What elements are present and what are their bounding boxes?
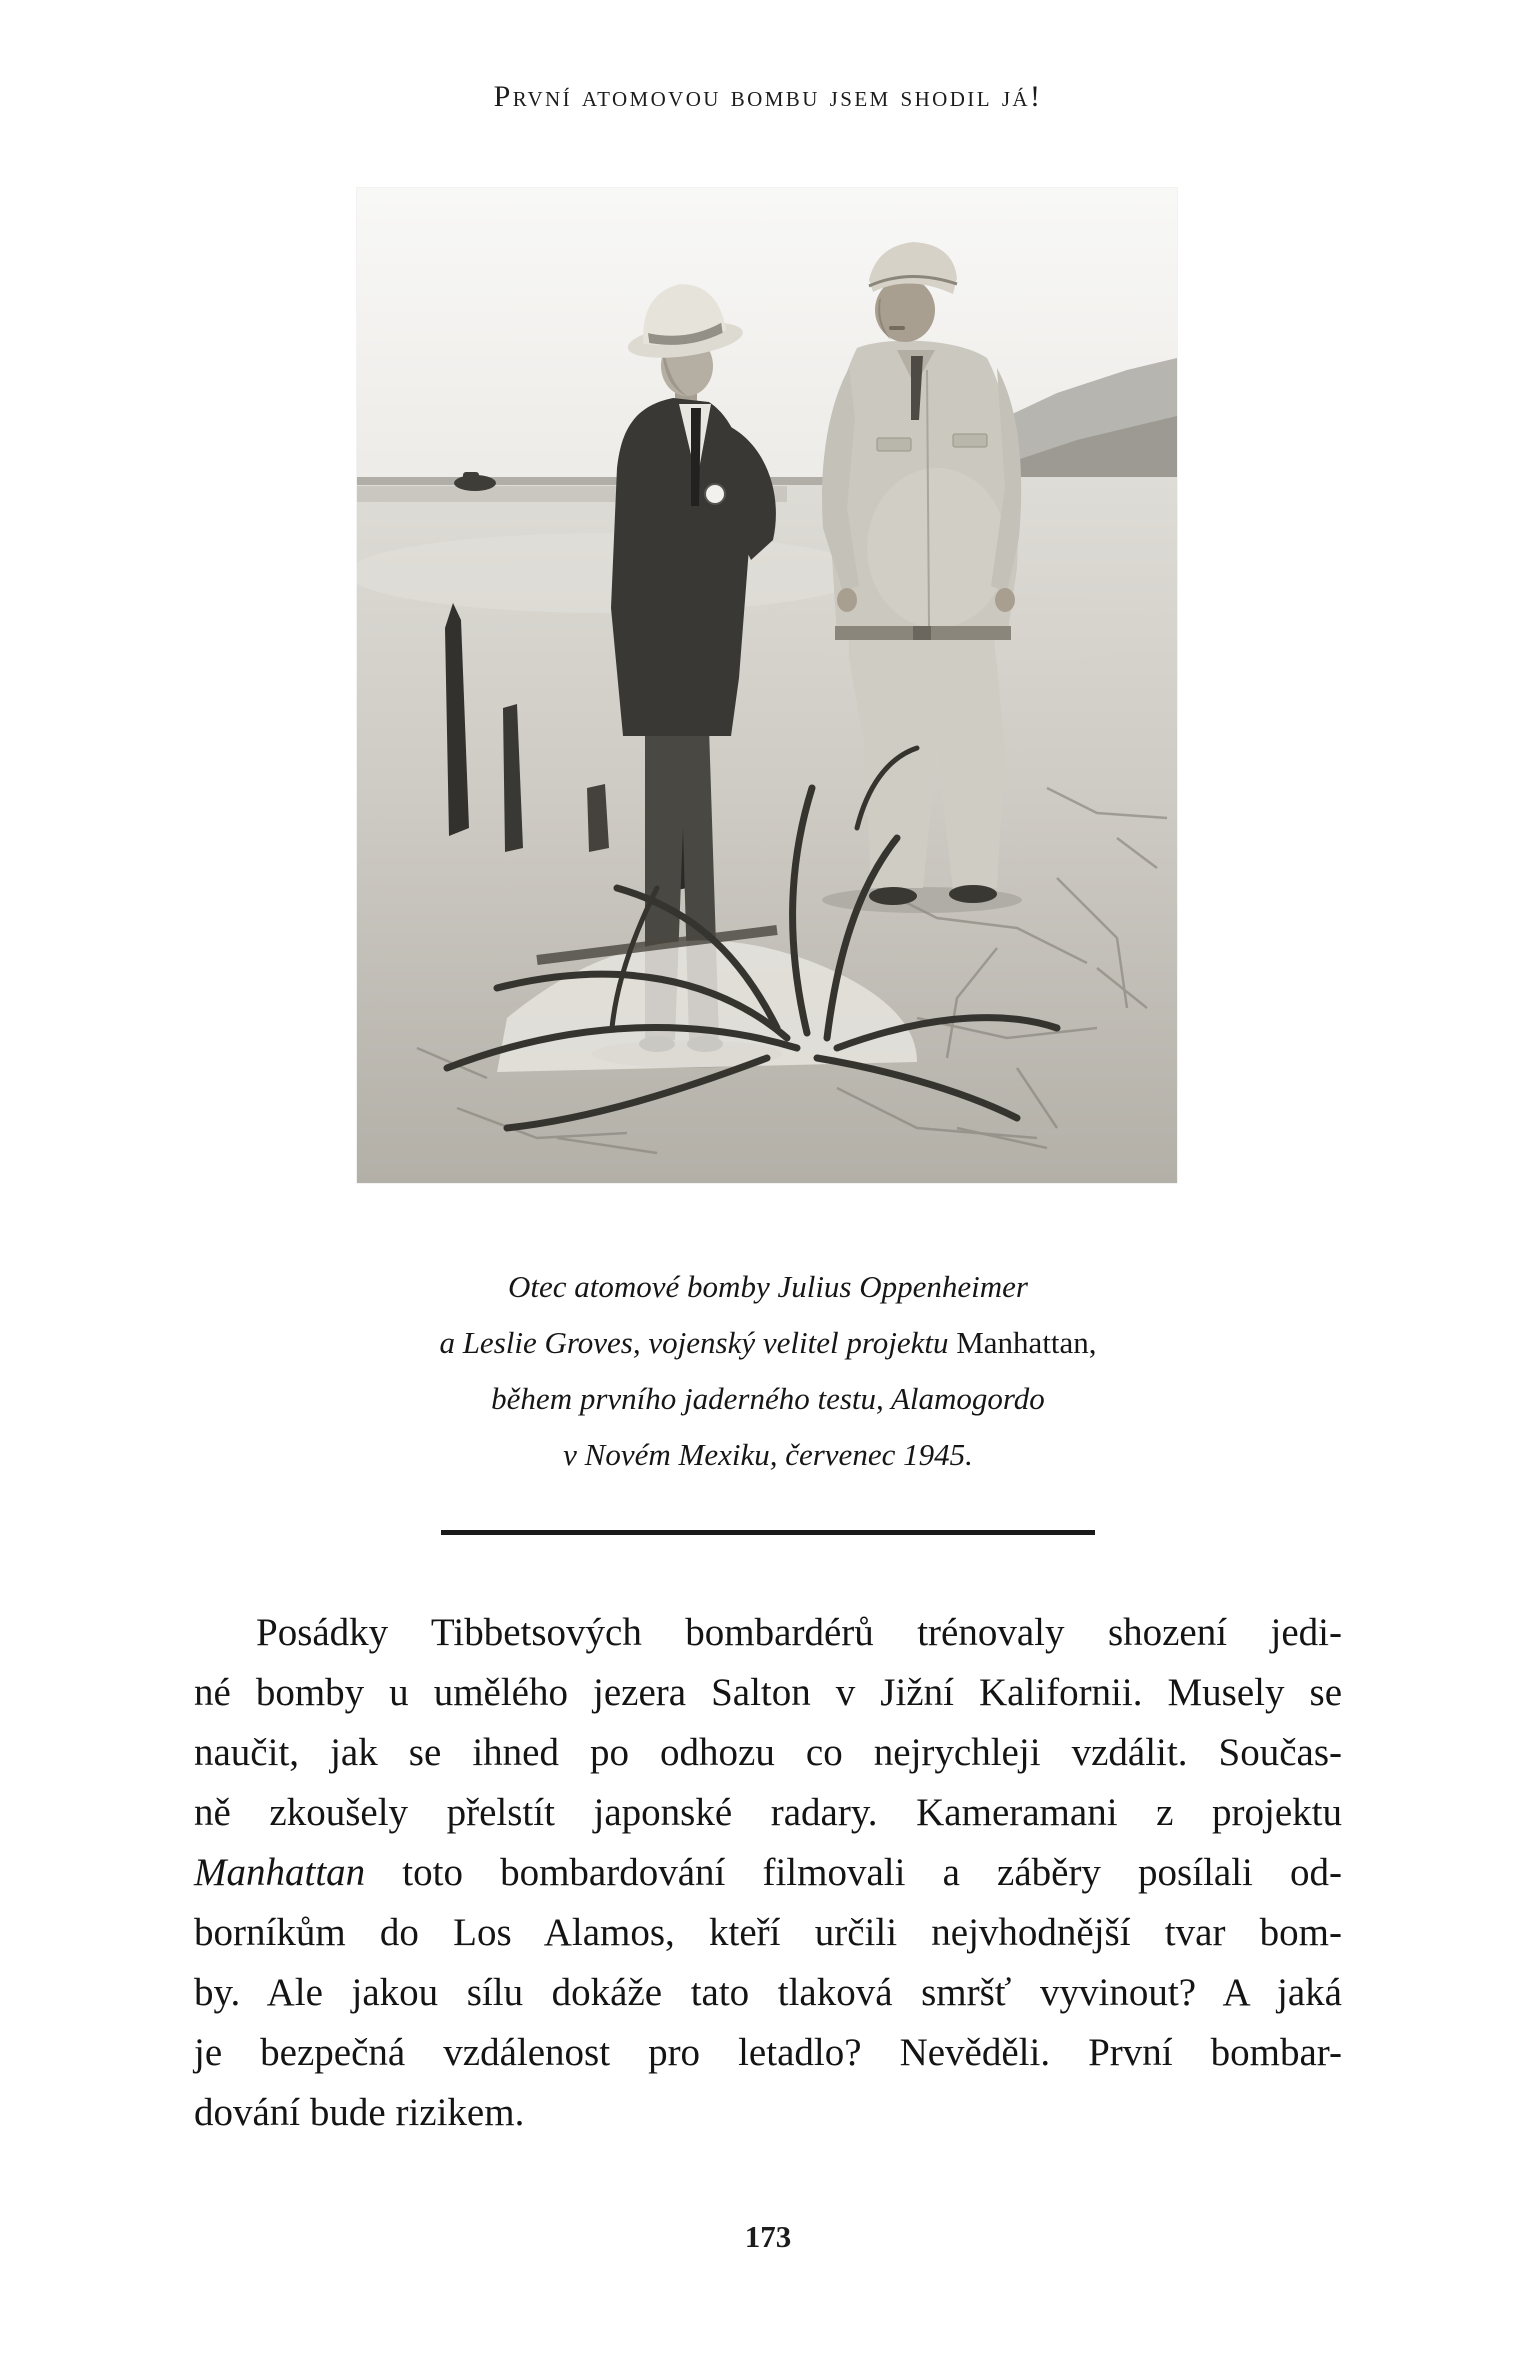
body-paragraph [194,1603,1342,2143]
running-head: První atomovou bombu jsem shodil já! [493,80,1043,113]
body-line-text: Posádky Tibbetsových bombardérů trénovaly shození jedi- [256,1611,1342,1654]
caption-line-3: během prvního jaderného testu, Alamogordo [491,1381,1045,1416]
caption-line-1: Otec atomové bomby Julius Oppenheimer [508,1269,1028,1304]
photo-ground [357,477,1177,1183]
body-line [194,1783,1342,1843]
body-line [194,1843,1342,1903]
page-number: 173 [744,2219,792,2254]
caption-line-4: v Novém Mexiku, červenec 1945. [563,1437,973,1472]
body-line-text: dování bude rizikem. [194,2091,525,2134]
body-line-text: borníkům do Los Alamos, kteří určili nejvhodnější tvar bom- [194,1911,1342,1954]
body-line-text: toto bombardování filmovali a záběry posílali od- [365,1851,1342,1894]
body-line-text: né bomby u umělého jezera Salton v Jižní Kalifornii. Musely se [194,1671,1342,1714]
photo-oppenheimer-groves [357,188,1177,1183]
photo-illustration [357,188,1177,1183]
body-line-text: ně zkoušely přelstít japonské radary. Kameramani z projektu [194,1791,1342,1834]
body-line-text: naučit, jak se ihned po odhozu co nejrychleji vzdálit. Součas- [194,1731,1342,1774]
body-line [194,2083,1342,2143]
body-line-text: je bezpečná vzdálenost pro letadlo? Nevěděli. První bombar- [194,2031,1342,2074]
photo-caption [168,1259,1368,1483]
caption-line-2-roman: Manhattan, [956,1325,1097,1360]
body-line-italic: Manhattan [194,1851,366,1894]
body-line [194,1663,1342,1723]
body-line [194,1963,1342,2023]
section-rule [441,1530,1095,1535]
caption-line-2-italic: a Leslie Groves, vojenský velitel projektu [439,1325,957,1360]
caption-line-2 [168,1315,1368,1371]
body-line [194,1723,1342,1783]
body-line-text: by. Ale jakou sílu dokáže tato tlaková smršť vyvinout? A jaká [194,1971,1342,2014]
body-line [194,1903,1342,1963]
body-line [194,1603,1342,1663]
body-line [194,2023,1342,2083]
